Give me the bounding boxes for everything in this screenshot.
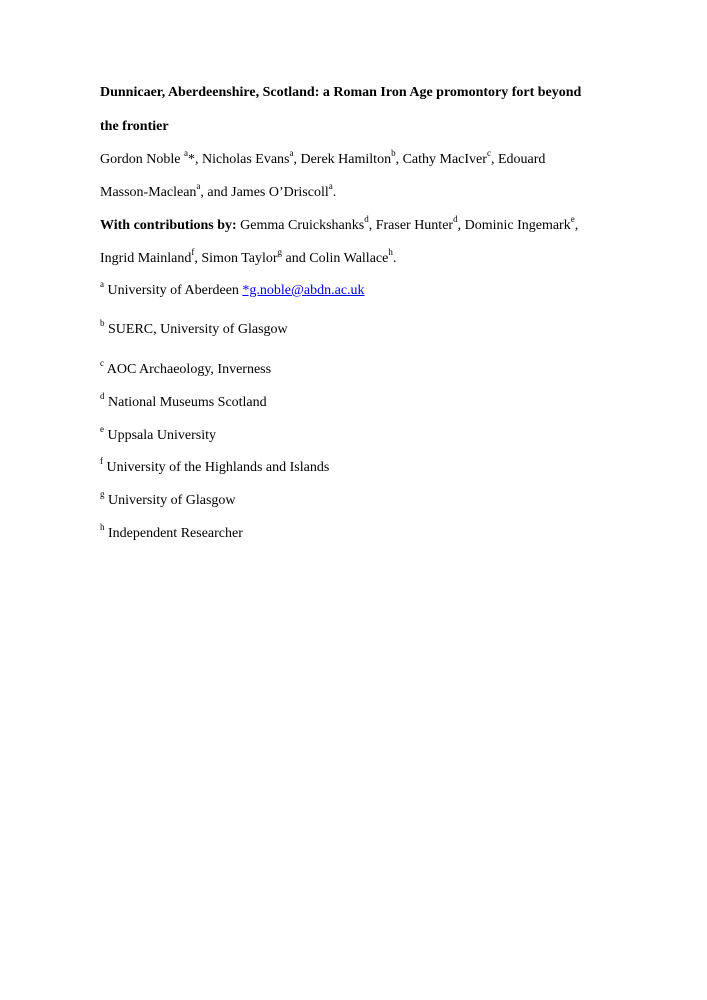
author-name: Nicholas Evans: [202, 152, 290, 167]
contributor-name: Ingrid Mainland: [100, 251, 192, 266]
affiliation-mark: h: [100, 522, 105, 533]
affiliation-mark: a: [100, 279, 104, 290]
affiliation-text: Uppsala University: [104, 428, 216, 443]
affiliation-text: National Museums Scotland: [104, 395, 267, 410]
contributions-line-2: [100, 247, 397, 267]
affiliation-mark: g: [100, 489, 105, 500]
affiliation-text: SUERC, University of Glasgow: [104, 322, 288, 337]
contributor-separator: ,: [368, 218, 376, 233]
author-name: James O’Driscoll: [231, 185, 329, 200]
affiliation-mark: f: [100, 456, 103, 467]
author-separator: *,: [188, 152, 202, 167]
affiliation-mark: a: [328, 181, 333, 192]
affiliation-text: University of the Highlands and Islands: [103, 460, 330, 475]
affiliation-mark: c: [486, 148, 491, 159]
author-name: Gordon Noble: [100, 152, 184, 167]
affiliation-mark: d: [453, 214, 458, 225]
affiliation-mark: d: [100, 391, 105, 402]
affiliation-mark: e: [100, 424, 104, 435]
affiliation-g: [100, 489, 236, 509]
contributions-label: With contributions by:: [100, 218, 237, 233]
paper-title-line-2: the frontier: [100, 119, 169, 134]
contributor-separator: ,: [574, 218, 579, 233]
affiliation-mark: a: [289, 148, 294, 159]
affiliation-mark: g: [277, 247, 283, 258]
contributor-name: Simon Taylor: [201, 251, 278, 266]
affiliation-mark: d: [364, 214, 369, 225]
affiliation-e: [100, 424, 216, 444]
contributor-name: Gemma Cruickshanks: [236, 218, 365, 233]
paper-title-line-1: Dunnicaer, Aberdeenshire, Scotland: a Roman Iron Age promontory fort beyond: [100, 85, 582, 100]
affiliation-mark: b: [391, 148, 396, 159]
contributor-separator: ,: [194, 251, 202, 266]
affiliation-mark: h: [388, 247, 393, 258]
author-separator: ,: [395, 152, 403, 167]
affiliation-mark: f: [191, 247, 195, 258]
author-name: Derek Hamilton: [300, 152, 392, 167]
author-separator: ,: [293, 152, 301, 167]
affiliation-text: Independent Researcher: [104, 526, 243, 541]
contributor-name: Fraser Hunter: [375, 218, 454, 233]
affiliation-f: [100, 456, 330, 476]
author-name: Masson-Maclean: [100, 185, 197, 200]
affiliation-mark: c: [100, 358, 104, 369]
affiliation-text: AOC Archaeology, Inverness: [104, 362, 272, 377]
affiliation-text: University of Glasgow: [104, 493, 236, 508]
affiliation-text: University of Aberdeen: [104, 283, 243, 298]
affiliation-d: [100, 391, 267, 411]
author-separator: .: [332, 185, 337, 200]
affiliation-b: [100, 318, 288, 338]
author-separator: , and: [200, 185, 232, 200]
affiliation-mark: a: [184, 148, 188, 159]
contributor-name: Colin Wallace: [309, 251, 389, 266]
contributor-separator: ,: [457, 218, 465, 233]
contributions-line-1: [100, 214, 579, 234]
affiliation-mark: a: [196, 181, 201, 192]
author-line-1: [100, 148, 546, 168]
author-name: Cathy MacIver: [402, 152, 487, 167]
contributor-separator: .: [392, 251, 397, 266]
affiliation-mark: b: [100, 318, 105, 329]
contributor-name: Dominic Ingemark: [464, 218, 571, 233]
affiliation-a: [100, 279, 365, 299]
email-link[interactable]: *g.noble@abdn.ac.uk: [242, 283, 365, 298]
affiliation-c: [100, 358, 272, 378]
affiliation-mark: e: [570, 214, 575, 225]
author-line-2: [100, 181, 337, 201]
author-separator: , Edouard: [490, 152, 546, 167]
contributor-separator: and: [282, 251, 310, 266]
affiliation-h: [100, 522, 243, 542]
